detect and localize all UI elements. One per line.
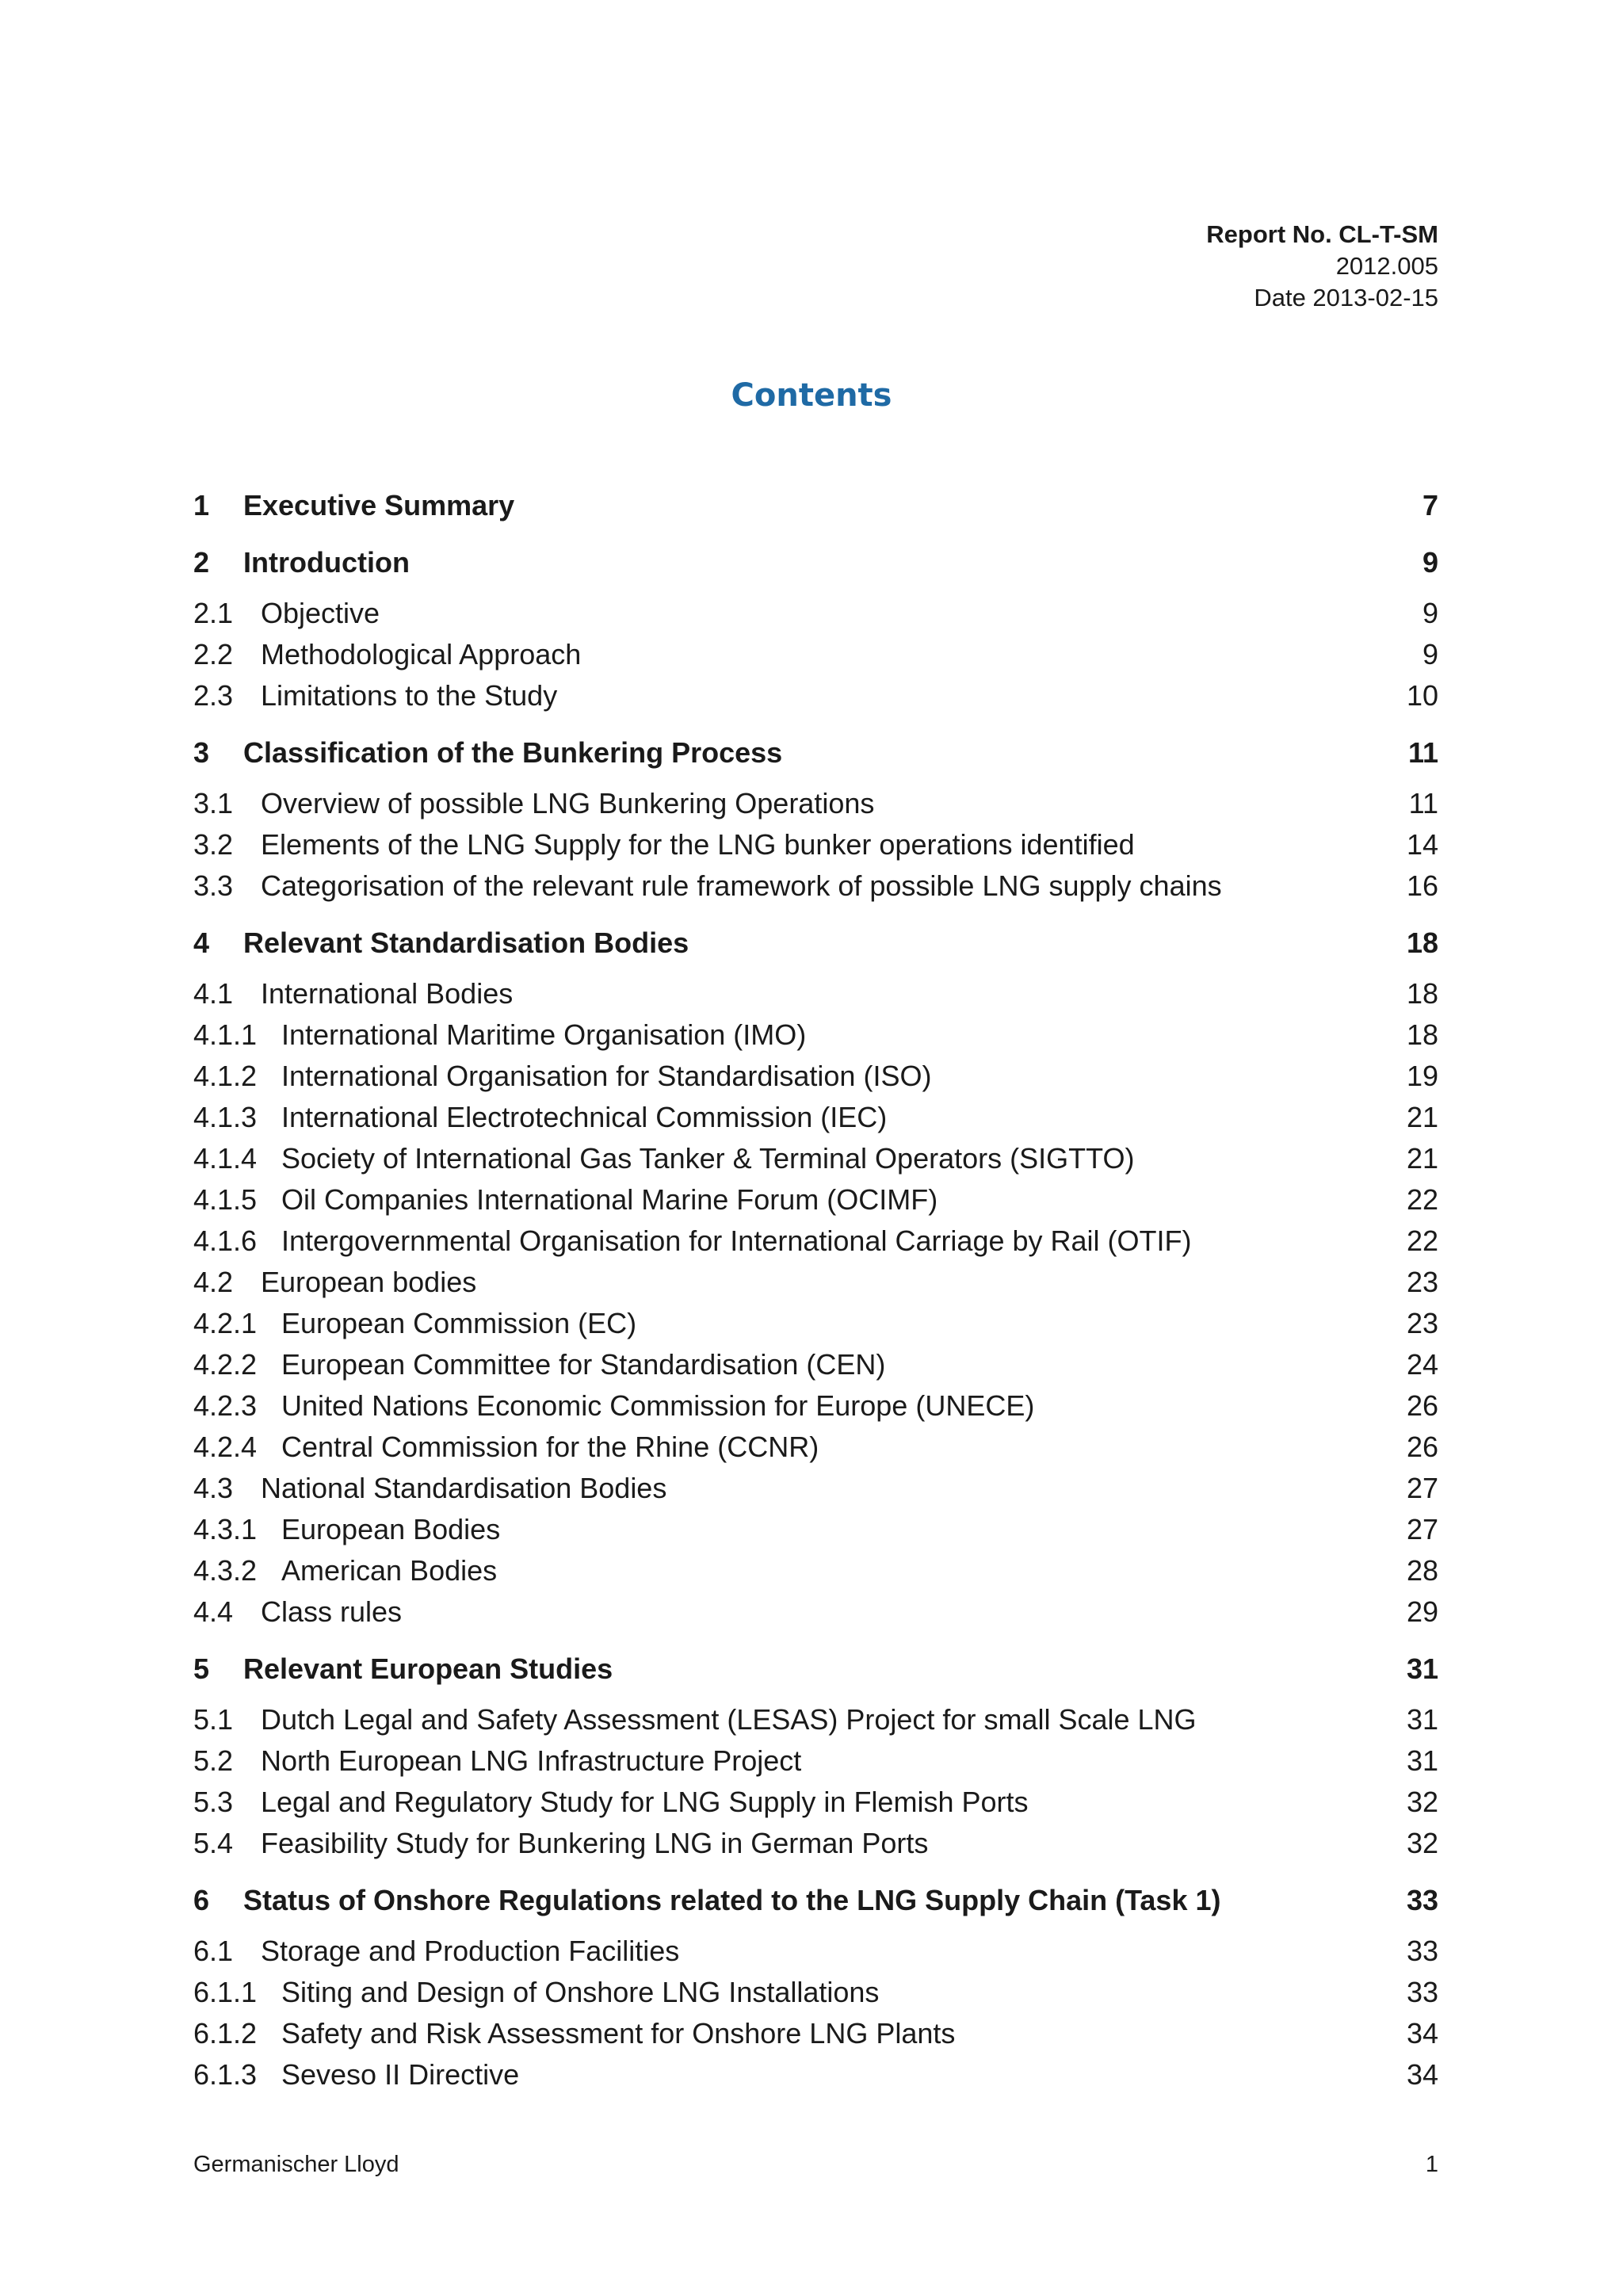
toc-entry[interactable] xyxy=(193,1782,1438,1823)
toc-entry-title: Introduction xyxy=(243,546,410,579)
toc-entry[interactable] xyxy=(193,865,1438,907)
toc-entry-page: 21 xyxy=(1406,1142,1438,1175)
toc-entry-number: 4.2.3 xyxy=(193,1389,258,1422)
toc-entry-title: Feasibility Study for Bunkering LNG in German Ports xyxy=(261,1827,929,1859)
toc-entry[interactable] xyxy=(193,1931,1438,1972)
toc-entry-title: European Commission (EC) xyxy=(281,1307,637,1339)
toc-entry-number: 2.1 xyxy=(193,597,234,629)
toc-entry-number: 2 xyxy=(193,546,210,579)
toc-entry-title: Legal and Regulatory Study for LNG Supply in Flemish Ports xyxy=(261,1786,1029,1818)
toc-entry-number: 3.1 xyxy=(193,787,234,819)
toc-entry-number: 3.2 xyxy=(193,828,234,861)
toc-entry[interactable] xyxy=(193,1097,1438,1138)
toc-entry[interactable] xyxy=(193,634,1438,675)
toc-entry-page: 27 xyxy=(1406,1513,1438,1545)
report-date: Date 2013-02-15 xyxy=(1254,284,1438,311)
toc-entry[interactable] xyxy=(193,1427,1438,1468)
toc-entry-title: Dutch Legal and Safety Assessment (LESAS) Project for small Scale LNG xyxy=(261,1703,1197,1736)
toc-entry-number: 6.1 xyxy=(193,1935,234,1967)
toc-entry-page: 21 xyxy=(1406,1101,1438,1133)
toc-entry-page: 18 xyxy=(1406,977,1438,1010)
toc-entry-title: International Electrotechnical Commission (IEC) xyxy=(281,1101,888,1133)
toc-entry-page: 34 xyxy=(1406,2017,1438,2050)
toc-entry[interactable] xyxy=(193,1823,1438,1864)
toc-entry-title: Class rules xyxy=(261,1595,403,1628)
toc-entry-page: 9 xyxy=(1422,597,1438,629)
toc-entry[interactable] xyxy=(193,2013,1438,2054)
toc-entry[interactable] xyxy=(193,783,1438,824)
toc-entry[interactable] xyxy=(193,675,1438,716)
toc-entry-title: National Standardisation Bodies xyxy=(261,1472,667,1504)
toc-entry-title: Safety and Risk Assessment for Onshore LNG Plants xyxy=(281,2017,956,2050)
toc-entry-title: European Bodies xyxy=(281,1513,501,1545)
toc-entry-title: European bodies xyxy=(261,1266,477,1298)
toc-entry-page: 10 xyxy=(1406,679,1438,712)
toc-entry-page: 34 xyxy=(1406,2058,1438,2091)
toc-entry[interactable] xyxy=(193,1509,1438,1550)
toc-entry-number: 4.1.5 xyxy=(193,1183,258,1216)
toc-entry-number: 5.4 xyxy=(193,1827,234,1859)
toc-entry-number: 4.2.1 xyxy=(193,1307,258,1339)
toc-entry-number: 4.1.1 xyxy=(193,1018,258,1051)
toc-entry[interactable] xyxy=(193,1138,1438,1179)
toc-entry-title: American Bodies xyxy=(281,1554,498,1587)
toc-entry-number: 4.2.2 xyxy=(193,1348,258,1381)
toc-entry-number: 6.1.3 xyxy=(193,2058,258,2091)
toc-entry-page: 32 xyxy=(1406,1827,1438,1859)
toc-entry[interactable] xyxy=(193,1699,1438,1740)
toc-entry-number: 4.3.2 xyxy=(193,1554,258,1587)
toc-entry-number: 1 xyxy=(193,489,210,521)
toc-entry[interactable] xyxy=(193,1303,1438,1344)
toc-entry-number: 3.3 xyxy=(193,869,234,902)
report-header xyxy=(1206,219,1438,314)
toc-entry-page: 23 xyxy=(1406,1266,1438,1298)
toc-entry-title: Status of Onshore Regulations related to the LNG Supply Chain (Task 1) xyxy=(243,1884,1221,1916)
toc-entry-page: 26 xyxy=(1406,1389,1438,1422)
toc-entry-number: 4.1 xyxy=(193,977,234,1010)
table-of-contents xyxy=(193,485,1438,2095)
toc-entry-number: 4.2.4 xyxy=(193,1431,258,1463)
toc-entry-title: Elements of the LNG Supply for the LNG bunker operations identified xyxy=(261,828,1135,861)
toc-entry-page: 28 xyxy=(1406,1554,1438,1587)
toc-entry-page: 31 xyxy=(1406,1652,1438,1685)
toc-entry-page: 33 xyxy=(1406,1935,1438,1967)
toc-entry-number: 4.2 xyxy=(193,1266,234,1298)
toc-entry-number: 5.2 xyxy=(193,1744,234,1777)
toc-entry-title: International Bodies xyxy=(261,977,514,1010)
toc-entry-page: 33 xyxy=(1406,1976,1438,2008)
toc-entry-page: 19 xyxy=(1406,1060,1438,1092)
toc-entry-title: Central Commission for the Rhine (CCNR) xyxy=(281,1431,819,1463)
report-code: 2012.005 xyxy=(1335,252,1438,280)
toc-entry-page: 14 xyxy=(1406,828,1438,861)
toc-entry[interactable] xyxy=(193,824,1438,865)
page-title: Contents xyxy=(731,377,892,414)
toc-entry[interactable] xyxy=(193,1221,1438,1262)
toc-entry-page: 22 xyxy=(1406,1224,1438,1257)
toc-entry[interactable] xyxy=(193,1179,1438,1221)
toc-entry[interactable] xyxy=(193,1385,1438,1427)
toc-entry-number: 4.1.4 xyxy=(193,1142,258,1175)
toc-entry-page: 32 xyxy=(1406,1786,1438,1818)
toc-entry-title: Relevant European Studies xyxy=(243,1652,613,1685)
toc-entry-title: International Organisation for Standardisation (ISO) xyxy=(281,1060,932,1092)
toc-entry-number: 5 xyxy=(193,1652,210,1685)
toc-entry-title: Storage and Production Facilities xyxy=(261,1935,680,1967)
toc-entry-number: 4.1.2 xyxy=(193,1060,258,1092)
footer-page-number: 1 xyxy=(1425,2152,1438,2177)
toc-entry-title: Methodological Approach xyxy=(261,638,582,670)
toc-entry-title: Categorisation of the relevant rule framework of possible LNG supply chains xyxy=(261,869,1222,902)
toc-entry-number: 4.3 xyxy=(193,1472,234,1504)
toc-entry-page: 23 xyxy=(1406,1307,1438,1339)
toc-entry-page: 7 xyxy=(1422,489,1438,521)
toc-entry-number: 6.1.1 xyxy=(193,1976,258,2008)
toc-entry-title: Intergovernmental Organisation for International Carriage by Rail (OTIF) xyxy=(281,1224,1192,1257)
toc-entry[interactable] xyxy=(193,542,1438,583)
toc-entry[interactable] xyxy=(193,1740,1438,1782)
toc-entry[interactable] xyxy=(193,732,1438,774)
toc-entry[interactable] xyxy=(193,2054,1438,2095)
toc-entry-number: 3 xyxy=(193,736,210,769)
toc-entry[interactable] xyxy=(193,1972,1438,2013)
toc-entry[interactable] xyxy=(193,1262,1438,1303)
toc-entry-number: 4 xyxy=(193,926,210,959)
toc-entry-page: 18 xyxy=(1406,1018,1438,1051)
toc-entry[interactable] xyxy=(193,1014,1438,1056)
toc-entry-page: 31 xyxy=(1406,1744,1438,1777)
toc-entry-page: 9 xyxy=(1422,638,1438,670)
toc-entry-title: Society of International Gas Tanker & Terminal Operators (SIGTTO) xyxy=(281,1142,1135,1175)
toc-entry-page: 33 xyxy=(1406,1884,1438,1916)
toc-entry-page: 31 xyxy=(1406,1703,1438,1736)
toc-entry-title: Executive Summary xyxy=(243,489,515,521)
toc-entry-page: 9 xyxy=(1422,546,1438,579)
toc-entry-page: 11 xyxy=(1407,736,1438,769)
toc-entry[interactable] xyxy=(193,1591,1438,1633)
toc-entry[interactable] xyxy=(193,485,1438,526)
toc-entry[interactable] xyxy=(193,923,1438,964)
toc-entry-title: Siting and Design of Onshore LNG Installations xyxy=(281,1976,880,2008)
toc-entry[interactable] xyxy=(193,973,1438,1014)
toc-entry-title: Relevant Standardisation Bodies xyxy=(243,926,689,959)
report-number: Report No. CL-T-SM xyxy=(1206,220,1438,248)
toc-entry-page: 29 xyxy=(1406,1595,1438,1628)
toc-entry-number: 2.3 xyxy=(193,679,234,712)
toc-entry-number: 4.3.1 xyxy=(193,1513,258,1545)
toc-entry-title: European Committee for Standardisation (CEN) xyxy=(281,1348,886,1381)
toc-entry[interactable] xyxy=(193,1550,1438,1591)
toc-entry-title: Classification of the Bunkering Process xyxy=(243,736,783,769)
toc-entry[interactable] xyxy=(193,593,1438,634)
toc-entry-page: 22 xyxy=(1406,1183,1438,1216)
toc-entry[interactable] xyxy=(193,1056,1438,1097)
toc-entry-title: Objective xyxy=(261,597,380,629)
toc-entry-title: North European LNG Infrastructure Project xyxy=(261,1744,802,1777)
toc-entry[interactable] xyxy=(193,1880,1438,1921)
footer-company: Germanischer Lloyd xyxy=(193,2152,399,2177)
toc-entry-number: 6.1.2 xyxy=(193,2017,258,2050)
toc-entry-number: 2.2 xyxy=(193,638,234,670)
toc-entry-page: 24 xyxy=(1406,1348,1438,1381)
toc-entry-page: 16 xyxy=(1406,869,1438,902)
toc-entry-title: United Nations Economic Commission for Europe (UNECE) xyxy=(281,1389,1035,1422)
toc-entry[interactable] xyxy=(193,1468,1438,1509)
toc-entry-number: 6 xyxy=(193,1884,210,1916)
toc-entry-number: 4.1.6 xyxy=(193,1224,258,1257)
toc-entry-page: 27 xyxy=(1406,1472,1438,1504)
toc-entry[interactable] xyxy=(193,1344,1438,1385)
toc-entry-page: 26 xyxy=(1406,1431,1438,1463)
toc-entry-title: Overview of possible LNG Bunkering Operations xyxy=(261,787,875,819)
toc-entry[interactable] xyxy=(193,1648,1438,1690)
toc-entry-number: 4.1.3 xyxy=(193,1101,258,1133)
toc-entry-page: 18 xyxy=(1406,926,1438,959)
toc-entry-title: Oil Companies International Marine Forum (OCIMF) xyxy=(281,1183,938,1216)
toc-entry-page: 11 xyxy=(1408,787,1438,819)
toc-entry-title: Seveso II Directive xyxy=(281,2058,520,2091)
toc-entry-number: 5.1 xyxy=(193,1703,234,1736)
toc-entry-title: Limitations to the Study xyxy=(261,679,558,712)
toc-entry-number: 5.3 xyxy=(193,1786,234,1818)
toc-entry-number: 4.4 xyxy=(193,1595,234,1628)
toc-entry-title: International Maritime Organisation (IMO) xyxy=(281,1018,807,1051)
